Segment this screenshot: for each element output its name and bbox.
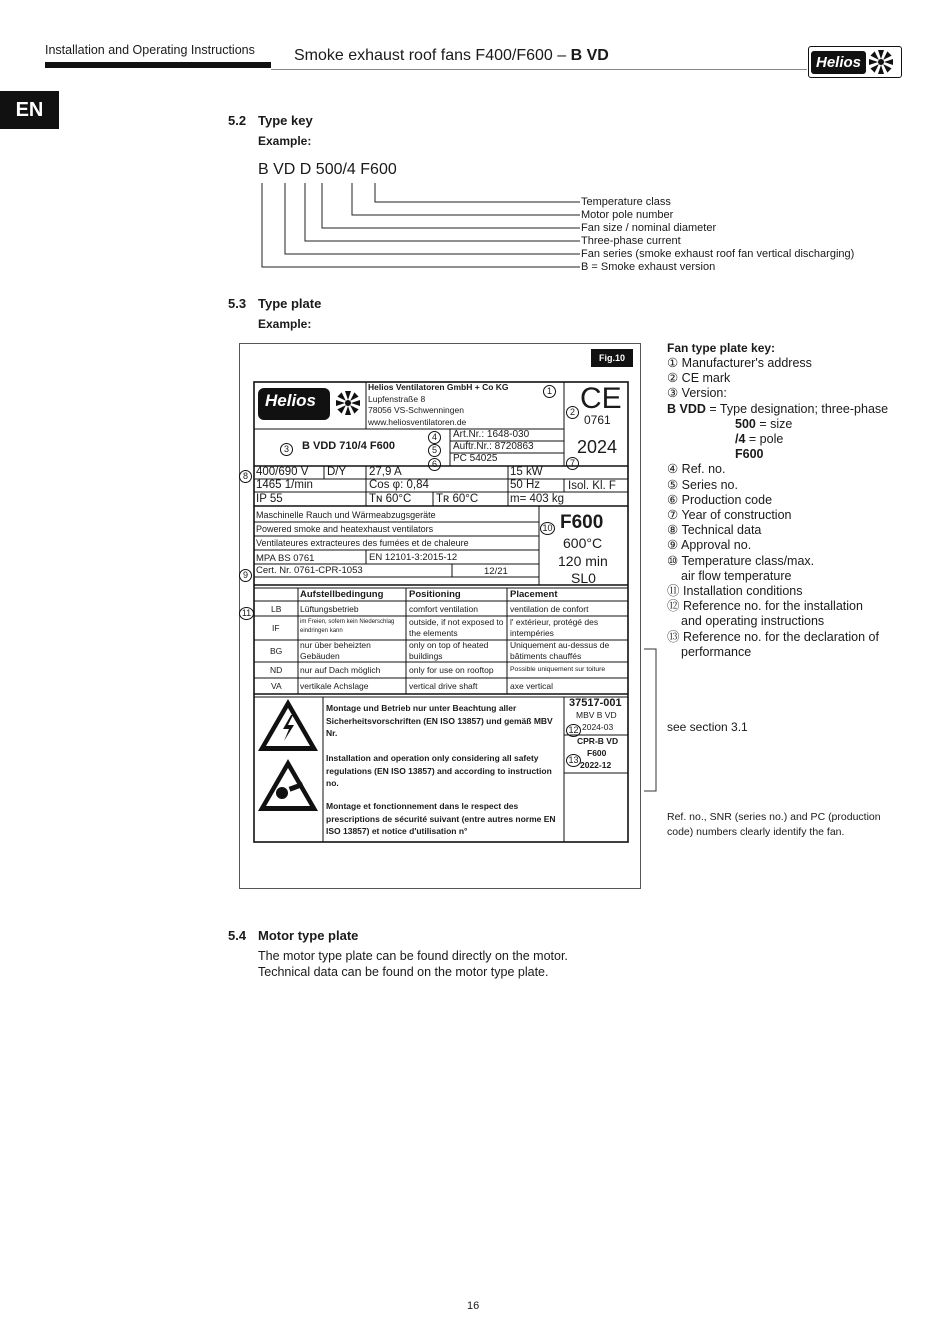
cond-de: vertikale Achslage — [300, 681, 369, 691]
fan-icon — [866, 49, 896, 75]
key-item: ⑤ Series no. — [667, 477, 738, 492]
key-item: ⑪ Installation conditions — [667, 584, 803, 599]
key-item: ⑥ Production code — [667, 492, 773, 507]
cond-head-fr: Placement — [510, 589, 558, 600]
ce-number: 0761 — [584, 413, 611, 427]
plate-desc-en: Powered smoke and heatexhaust ventilators — [256, 524, 434, 534]
type-key-lines — [255, 178, 585, 270]
plate-rpm: 1465 1/min — [256, 479, 313, 491]
cond-code: IF — [272, 623, 280, 633]
plate-mbv-date: 2024-03 — [582, 722, 614, 732]
ref-note: Ref. no., SNR (series no.) and PC (production code) numbers clearly identify the fan. — [667, 811, 881, 838]
doc-type: Installation and Operating Instructions — [45, 43, 255, 57]
marker-8: 8 — [239, 466, 252, 484]
plate-isol: Isol. Kl. F — [568, 480, 616, 492]
helios-logo: Helios — [808, 46, 902, 78]
key-item: B VDD = Type designation; three-phase — [667, 401, 889, 416]
type-key-item: Fan series (smoke exhaust roof fan vertical discharging) — [581, 248, 855, 260]
plate-temp-class: F600 — [560, 512, 604, 533]
cond-code: LB — [271, 604, 282, 614]
plate-ref-num: 37517-001 — [569, 697, 622, 709]
safety-en: Installation and operation only considering all safety regulations (EN ISO 13857) and according to instruction no. — [326, 753, 552, 788]
marker-4: 4 — [428, 427, 441, 445]
key-item: ⑦ Year of construction — [667, 508, 792, 523]
type-key-item: B = Smoke exhaust version — [581, 261, 716, 273]
type-key-item: Motor pole number — [581, 209, 674, 221]
plate-power: 15 kW — [510, 466, 543, 478]
cond-de: im Freien, sofern kein Niederschlag eindringen kann — [300, 619, 395, 634]
marker-2: 2 — [566, 402, 579, 420]
key-item: ③ Version: — [667, 386, 727, 401]
key-item: ① Manufacturer's address — [667, 356, 812, 370]
plate-en-std: EN 12101-3:2015-12 — [369, 552, 458, 563]
safety-de: Montage und Betrieb nur unter Beachtung aller Sicherheitsvorschriften (EN ISO 13857) und gemäß MBV Nr. — [326, 703, 553, 738]
plate-mbv: MBV B VD — [576, 710, 617, 720]
marker-7: 7 — [566, 453, 579, 471]
marker-13: 13 — [566, 750, 581, 768]
plate-city: 78056 VS-Schwenningen — [368, 405, 464, 415]
plate-current: 27,9 A — [369, 466, 402, 478]
section-number: 5.4 — [228, 928, 247, 943]
type-key-code: B VD D 500/4 F600 — [258, 161, 397, 178]
header-bar — [45, 62, 271, 68]
marker-3: 3 — [280, 439, 293, 457]
plate-web: www.heliosventilatoren.de — [368, 417, 467, 427]
ce-mark: CE — [580, 382, 622, 415]
plate-desc-fr: Ventilateures extracteures des fumées et de chaleure — [256, 538, 469, 548]
section-number: 5.2 — [228, 113, 247, 128]
marker-9: 9 — [239, 565, 252, 583]
see-section: see section 3.1 — [667, 720, 748, 734]
safety-fr: Montage et fonctionnement dans le respect des prescriptions de sécurité suivant (entre autres norme EN ISO 13857) et notice d'utilisation n° — [326, 801, 556, 836]
cond-fr: axe vertical — [510, 681, 553, 691]
type-key-item: Temperature class — [581, 196, 671, 208]
key-item: ④ Ref. no. — [667, 462, 726, 477]
key-item: ⑬ Reference no. for the declaration of — [667, 629, 879, 644]
plate-desc-de: Maschinelle Rauch und Wärmeabzugsgeräte — [256, 510, 436, 520]
language-tab: EN — [0, 91, 59, 129]
figure-label: Fig.10 — [591, 349, 633, 367]
plate-mass: m= 403 kg — [510, 493, 565, 505]
plate-art: Art.Nr.: 1648-030 — [453, 429, 530, 440]
cond-head-en: Positioning — [409, 589, 461, 600]
section-number: 5.3 — [228, 296, 247, 311]
plate-cert-date: 12/21 — [484, 566, 508, 577]
plate-duration: 120 min — [558, 553, 608, 569]
plate-cpr-f: F600 — [587, 748, 607, 758]
marker-1: 1 — [543, 381, 556, 399]
key-item: and operating instructions — [681, 614, 825, 629]
plate-type: B VDD 710/4 F600 — [302, 440, 395, 452]
cond-en: only on top of heated buildings — [409, 640, 489, 661]
plate-conn: D/Y — [327, 466, 347, 478]
plate-temp: 600°C — [563, 535, 603, 551]
marker-6: 6 — [428, 454, 441, 472]
key-item: ⑨ Approval no. — [667, 538, 752, 553]
plate-sl: SL0 — [571, 570, 596, 586]
key-item: air flow temperature — [681, 568, 792, 583]
plate-hz: 50 Hz — [510, 479, 541, 491]
plate-year: 2024 — [577, 437, 618, 457]
cond-head-de: Aufstellbedingung — [300, 589, 384, 600]
key-item: F600 — [735, 447, 764, 462]
section-bracket — [644, 648, 658, 793]
type-key-item: Fan size / nominal diameter — [581, 222, 717, 234]
cond-fr: Possible uniquement sur toiture — [510, 666, 606, 673]
cond-fr: l' extérieur, protégé des intempéries — [510, 617, 599, 638]
cond-en: vertical drive shaft — [409, 681, 478, 691]
marker-11: 11 — [239, 603, 254, 621]
cond-de: Lüftungsbetrieb — [300, 604, 359, 614]
section-title: Type key — [258, 113, 313, 128]
key-title: Fan type plate key: — [667, 341, 776, 355]
section-title: Type plate — [258, 296, 322, 311]
plate-street: Lupfenstraße 8 — [368, 394, 426, 404]
plate-auftr: Auftr.Nr.: 8720863 — [453, 441, 534, 452]
example-label: Example: — [258, 317, 312, 331]
plate-pc: PC 54025 — [453, 453, 498, 464]
plate-cert: Cert. Nr. 0761-CPR-1053 — [256, 565, 363, 576]
marker-12: 12 — [566, 720, 581, 738]
key-item: ⑫ Reference no. for the installation — [667, 599, 863, 614]
plate-tn: Tɴ 60°C — [369, 493, 412, 505]
plate-mpa: MPA BS 0761 — [256, 553, 315, 564]
cond-de: nur auf Dach möglich — [300, 665, 381, 675]
cond-en: outside, if not exposed to the elements — [409, 617, 504, 638]
page-title: Smoke exhaust roof fans F400/F600 – B VD — [294, 47, 609, 64]
section-title: Motor type plate — [258, 928, 359, 943]
marker-10: 10 — [540, 518, 555, 536]
header-rule — [271, 69, 807, 70]
plate-logo: Helios — [265, 391, 317, 410]
example-label: Example: — [258, 134, 312, 148]
key-item: /4 = pole — [735, 432, 784, 447]
key-item: ⑩ Temperature class/max. — [667, 553, 815, 568]
key-item: performance — [681, 644, 752, 659]
key-list — [667, 356, 907, 660]
cond-fr: ventilation de confort — [510, 604, 589, 614]
plate-company: Helios Ventilatoren GmbH + Co KG — [368, 382, 509, 392]
cond-code: BG — [270, 646, 283, 656]
plate-cpr-date: 2022-12 — [580, 760, 612, 770]
plate-cos: Cos φ: 0,84 — [369, 479, 429, 491]
cond-en: only for use on rooftop — [409, 665, 494, 675]
motor-plate-text: The motor type plate can be found directly on the motor. Technical data can be found on the motor type plate. — [258, 949, 568, 979]
key-item: ⑧ Technical data — [667, 523, 762, 538]
cond-code: VA — [271, 681, 282, 691]
key-item: 500 = size — [735, 416, 793, 431]
key-item: ② CE mark — [667, 371, 731, 386]
cond-code: ND — [270, 665, 283, 675]
cond-en: comfort ventilation — [409, 604, 478, 614]
plate-tr: Tʀ 60°C — [436, 493, 479, 505]
cond-de: nur über beheizten Gebäuden — [300, 640, 371, 661]
page-number: 16 — [467, 1300, 480, 1312]
plate-ip: IP 55 — [256, 493, 283, 505]
marker-5: 5 — [428, 440, 441, 458]
plate-cpr: CPR-B VD — [577, 736, 619, 746]
cond-fr: Uniquement au-dessus de bâtiments chauffés — [510, 640, 610, 661]
type-key-item: Three-phase current — [581, 235, 681, 247]
plate-voltage: 400/690 V — [256, 466, 309, 478]
